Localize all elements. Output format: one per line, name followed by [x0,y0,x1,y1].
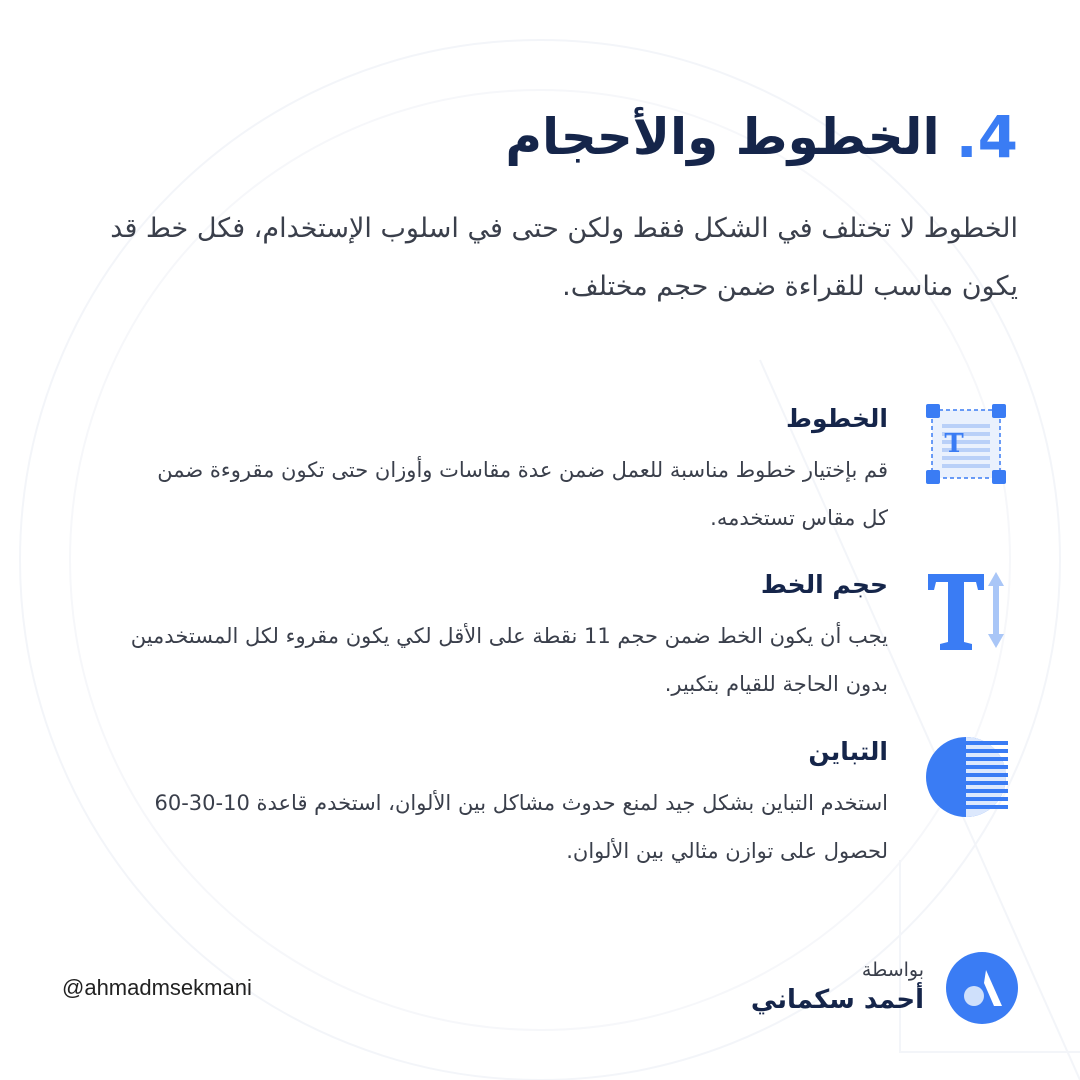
feature-fonts [148,402,1008,572]
feature-title: التباين [808,737,888,766]
intro-paragraph: الخطوط لا تختلف في الشكل فقط ولكن حتى في اسلوب الإستخدام، فكل خط قد يكون مناسب للقراءة ضمن حجم مختلف. [110,213,1018,302]
feature-description: يجب أن يكون الخط ضمن حجم 11 نقطة على الأقل لكي يكون مقروء لكل المستخدمين بدون الحاجة للقيام بتكبير. [130,624,888,696]
author-logo-icon [946,952,1018,1024]
social-handle[interactable]: @ahmadmsekmani [62,975,252,1000]
contrast-icon [924,735,1008,819]
feature-contrast [148,735,1008,905]
by-label: بواسطة [861,959,924,981]
feature-font-size [130,568,1008,738]
feature-description: استخدم التباين بشكل جيد لمنع حدوث مشاكل بين الألوان، استخدم قاعدة 10-30-60 لحصول على توازن مثالي بين الألوان. [154,791,888,863]
feature-title: الخطوط [786,404,888,433]
feature-title: حجم الخط [760,570,888,599]
svg-text:T: T [944,429,964,459]
section-title: الخطوط والأحجام [505,108,940,166]
page-title [505,103,1018,171]
author-name: أحمد سكماني [750,985,924,1015]
font-size-icon [924,568,1008,652]
feature-description: قم بإختيار خطوط مناسبة للعمل ضمن عدة مقاسات وأوزان حتى تكون مقروءة ضمن كل مقاس تستخدمه. [157,458,888,530]
section-number: 4. [955,103,1018,171]
author-credit [751,952,1018,1024]
text-box-icon [924,402,1008,486]
